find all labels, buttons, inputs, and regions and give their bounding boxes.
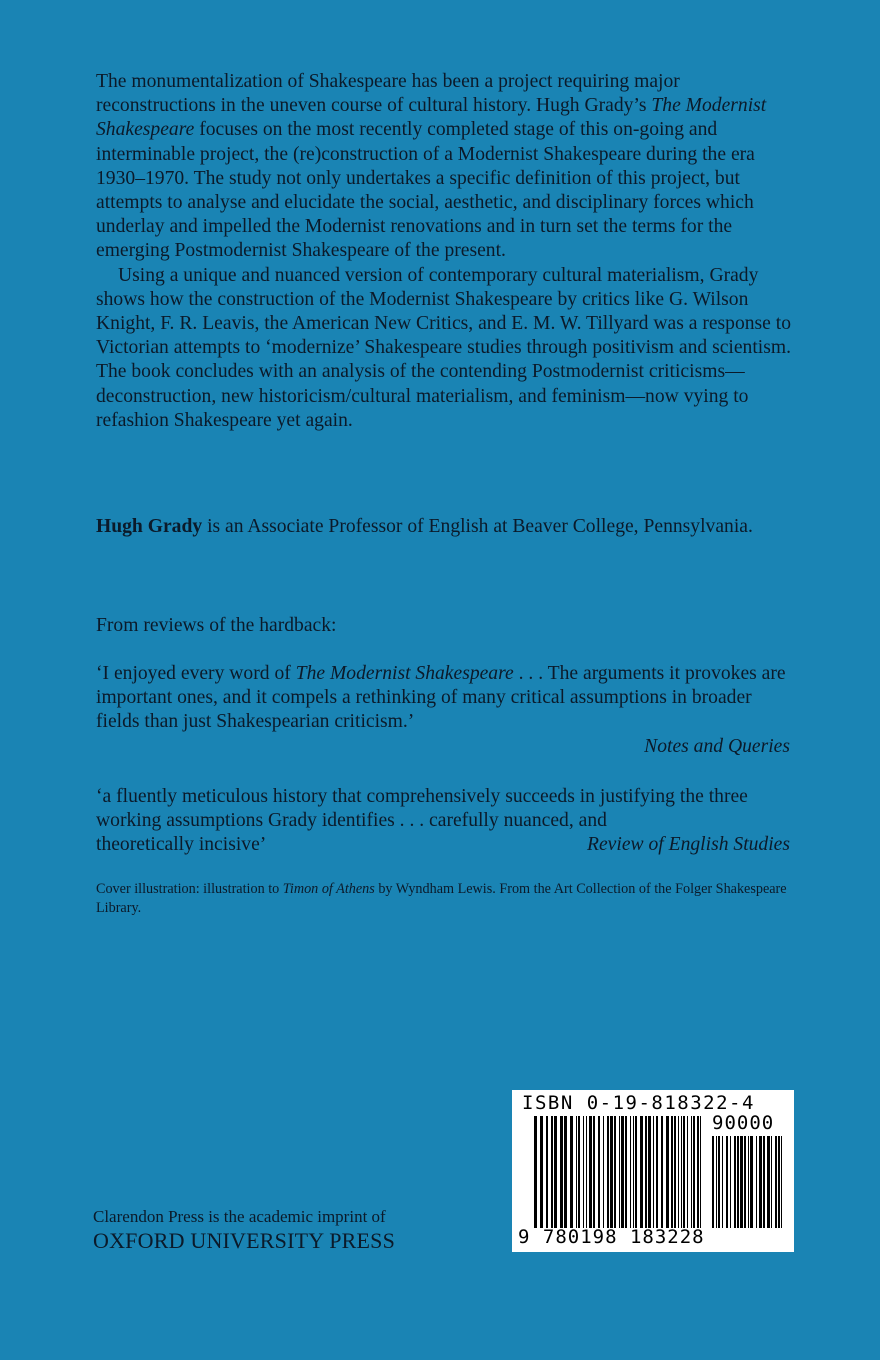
author-name: Hugh Grady: [96, 516, 203, 537]
barcode-bar: [630, 1116, 631, 1228]
barcode-bar: [716, 1136, 717, 1228]
barcode-bar: [619, 1116, 620, 1228]
barcode-bar: [593, 1116, 595, 1228]
barcode-bar: [722, 1136, 723, 1228]
barcode-bar: [691, 1116, 692, 1228]
barcode-bar: [656, 1116, 658, 1228]
barcode-bar: [640, 1116, 643, 1228]
barcode-bar: [740, 1136, 743, 1228]
cover-credit-text: Cover illustration: illustration to: [96, 881, 283, 897]
barcode-bar: [570, 1116, 573, 1228]
cover-credit: [96, 880, 796, 917]
barcode-bar: [697, 1116, 699, 1228]
barcode-bar: [681, 1116, 682, 1228]
barcode-bar: [653, 1116, 654, 1228]
barcode-bar: [748, 1136, 749, 1228]
barcode-bar: [771, 1136, 772, 1228]
barcode-bar: [678, 1116, 679, 1228]
cover-credit-text: by Wyndham Lewis. From the Art Collection of the Folger Shakespeare Library.: [96, 881, 787, 916]
review-quote-2: [96, 785, 790, 858]
barcode-bar: [635, 1116, 637, 1228]
publisher-name: OXFORD UNIVERSITY PRESS: [93, 1228, 396, 1253]
barcode-bar: [712, 1136, 714, 1228]
barcode-bar: [551, 1116, 553, 1228]
barcode-bar: [589, 1116, 592, 1228]
author-bio: [96, 515, 796, 539]
barcode-bar: [578, 1116, 580, 1228]
blurb-paragraph-1: [96, 70, 796, 264]
barcode-bar: [730, 1136, 731, 1228]
barcode-bar: [683, 1116, 685, 1228]
barcode-bar: [621, 1116, 624, 1228]
blurb-text: focuses on the most recently completed stage of this on-going and interminable project, the (re)construction of a Modernist Shakespeare during the era 1930–1970. The study not only undertakes a specific definition of this project, but attempts to analyse and elucidate the social, aesthetic, and disciplinary forces which underlay and impelled the Modernist renovations and in turn set the terms for the emerging Postmodernist Shakespeare of the present.: [96, 119, 755, 262]
publisher-imprint: [93, 1206, 395, 1254]
barcode-bar: [603, 1116, 604, 1228]
barcode-bar: [614, 1116, 616, 1228]
barcode-bar: [693, 1116, 695, 1228]
review-quote-1: [96, 662, 790, 759]
barcode-bar: [554, 1116, 557, 1228]
barcode-bar: [607, 1116, 609, 1228]
barcode-bar: [737, 1136, 739, 1228]
barcode-bar: [661, 1116, 663, 1228]
barcode: [512, 1090, 794, 1252]
barcode-bar: [734, 1136, 736, 1228]
barcode-bar: [763, 1136, 765, 1228]
barcode-bar: [546, 1116, 548, 1228]
review-source-2: Review of English Studies: [587, 834, 790, 856]
blurb-text: The monumentalization of Shakespeare has been a project requiring major reconstructions in the uneven course of cultural history. Hugh Grady’s: [96, 71, 680, 117]
quote-text: . . . The arguments it provokes are important ones, and it compels a rethinking of many critical assumptions in broader fields than just Shakespearian criticism.’: [96, 663, 786, 733]
barcode-bar: [775, 1136, 777, 1228]
ean-barcode-bars: [534, 1116, 704, 1228]
price-code: 90000: [712, 1112, 775, 1134]
barcode-bar: [726, 1136, 728, 1228]
barcode-bar: [564, 1116, 567, 1228]
author-bio-text: is an Associate Professor of English at Beaver College, Pennsylvania.: [202, 516, 753, 537]
barcode-bar: [666, 1116, 669, 1228]
barcode-bar: [648, 1116, 651, 1228]
barcode-bar: [759, 1136, 762, 1228]
quote-text: theoretically incisive’: [96, 834, 267, 856]
barcode-bar: [598, 1116, 600, 1228]
barcode-bar: [534, 1116, 537, 1228]
barcode-bar: [744, 1136, 746, 1228]
isbn-label: ISBN 0-19-818322-4: [522, 1092, 755, 1114]
quote-text: ‘I enjoyed every word of: [96, 663, 296, 684]
barcode-bar: [687, 1116, 688, 1228]
barcode-bar: [633, 1116, 634, 1228]
ean-digits: 9 780198 183228: [518, 1226, 705, 1248]
barcode-bar: [671, 1116, 673, 1228]
barcode-bar: [625, 1116, 627, 1228]
book-title: The Modernist Shakespeare: [295, 663, 514, 684]
addon-barcode-bars: [712, 1136, 786, 1228]
barcode-bar: [781, 1136, 782, 1228]
barcode-bar: [767, 1136, 770, 1228]
quote-text: ‘a fluently meticulous history that comprehensively succeeds in justifying the three working assumptions Grady identifies . . . carefully nuanced, and: [96, 786, 748, 832]
barcode-bar: [583, 1116, 584, 1228]
barcode-bar: [750, 1136, 753, 1228]
barcode-bar: [756, 1136, 757, 1228]
review-source-1: Notes and Queries: [644, 735, 790, 757]
barcode-bar: [718, 1136, 720, 1228]
blurb-paragraph-2: Using a unique and nuanced version of contemporary cultural materialism, Grady shows how the construction of the Modernist Shakespeare by critics like G. Wilson Knight, F. R. Leavis, the American New Critics, and E. M. W. Tillyard was a response to Victorian attempts to ‘modernize’ Shakespeare studies through positivism and scientism. The book concludes with an analysis of the contending Postmodernist criticisms—deconstruction, new historicism/cultural materialism, and feminism—now vying to refashion Shakespeare yet again.: [96, 264, 792, 431]
barcode-bar: [700, 1116, 701, 1228]
blurb: [96, 70, 796, 433]
barcode-bar: [778, 1136, 780, 1228]
barcode-bar: [540, 1116, 543, 1228]
imprint-line: Clarendon Press is the academic imprint of: [93, 1207, 386, 1226]
barcode-bar: [674, 1116, 676, 1228]
barcode-bar: [610, 1116, 613, 1228]
barcode-bar: [645, 1116, 647, 1228]
barcode-bar: [560, 1116, 563, 1228]
book-title: The Modernist Shakespeare: [96, 95, 767, 141]
barcode-bar: [586, 1116, 587, 1228]
artwork-title: Timon of Athens: [282, 881, 375, 897]
reviews-heading: From reviews of the hardback:: [96, 615, 337, 636]
barcode-bar: [576, 1116, 577, 1228]
